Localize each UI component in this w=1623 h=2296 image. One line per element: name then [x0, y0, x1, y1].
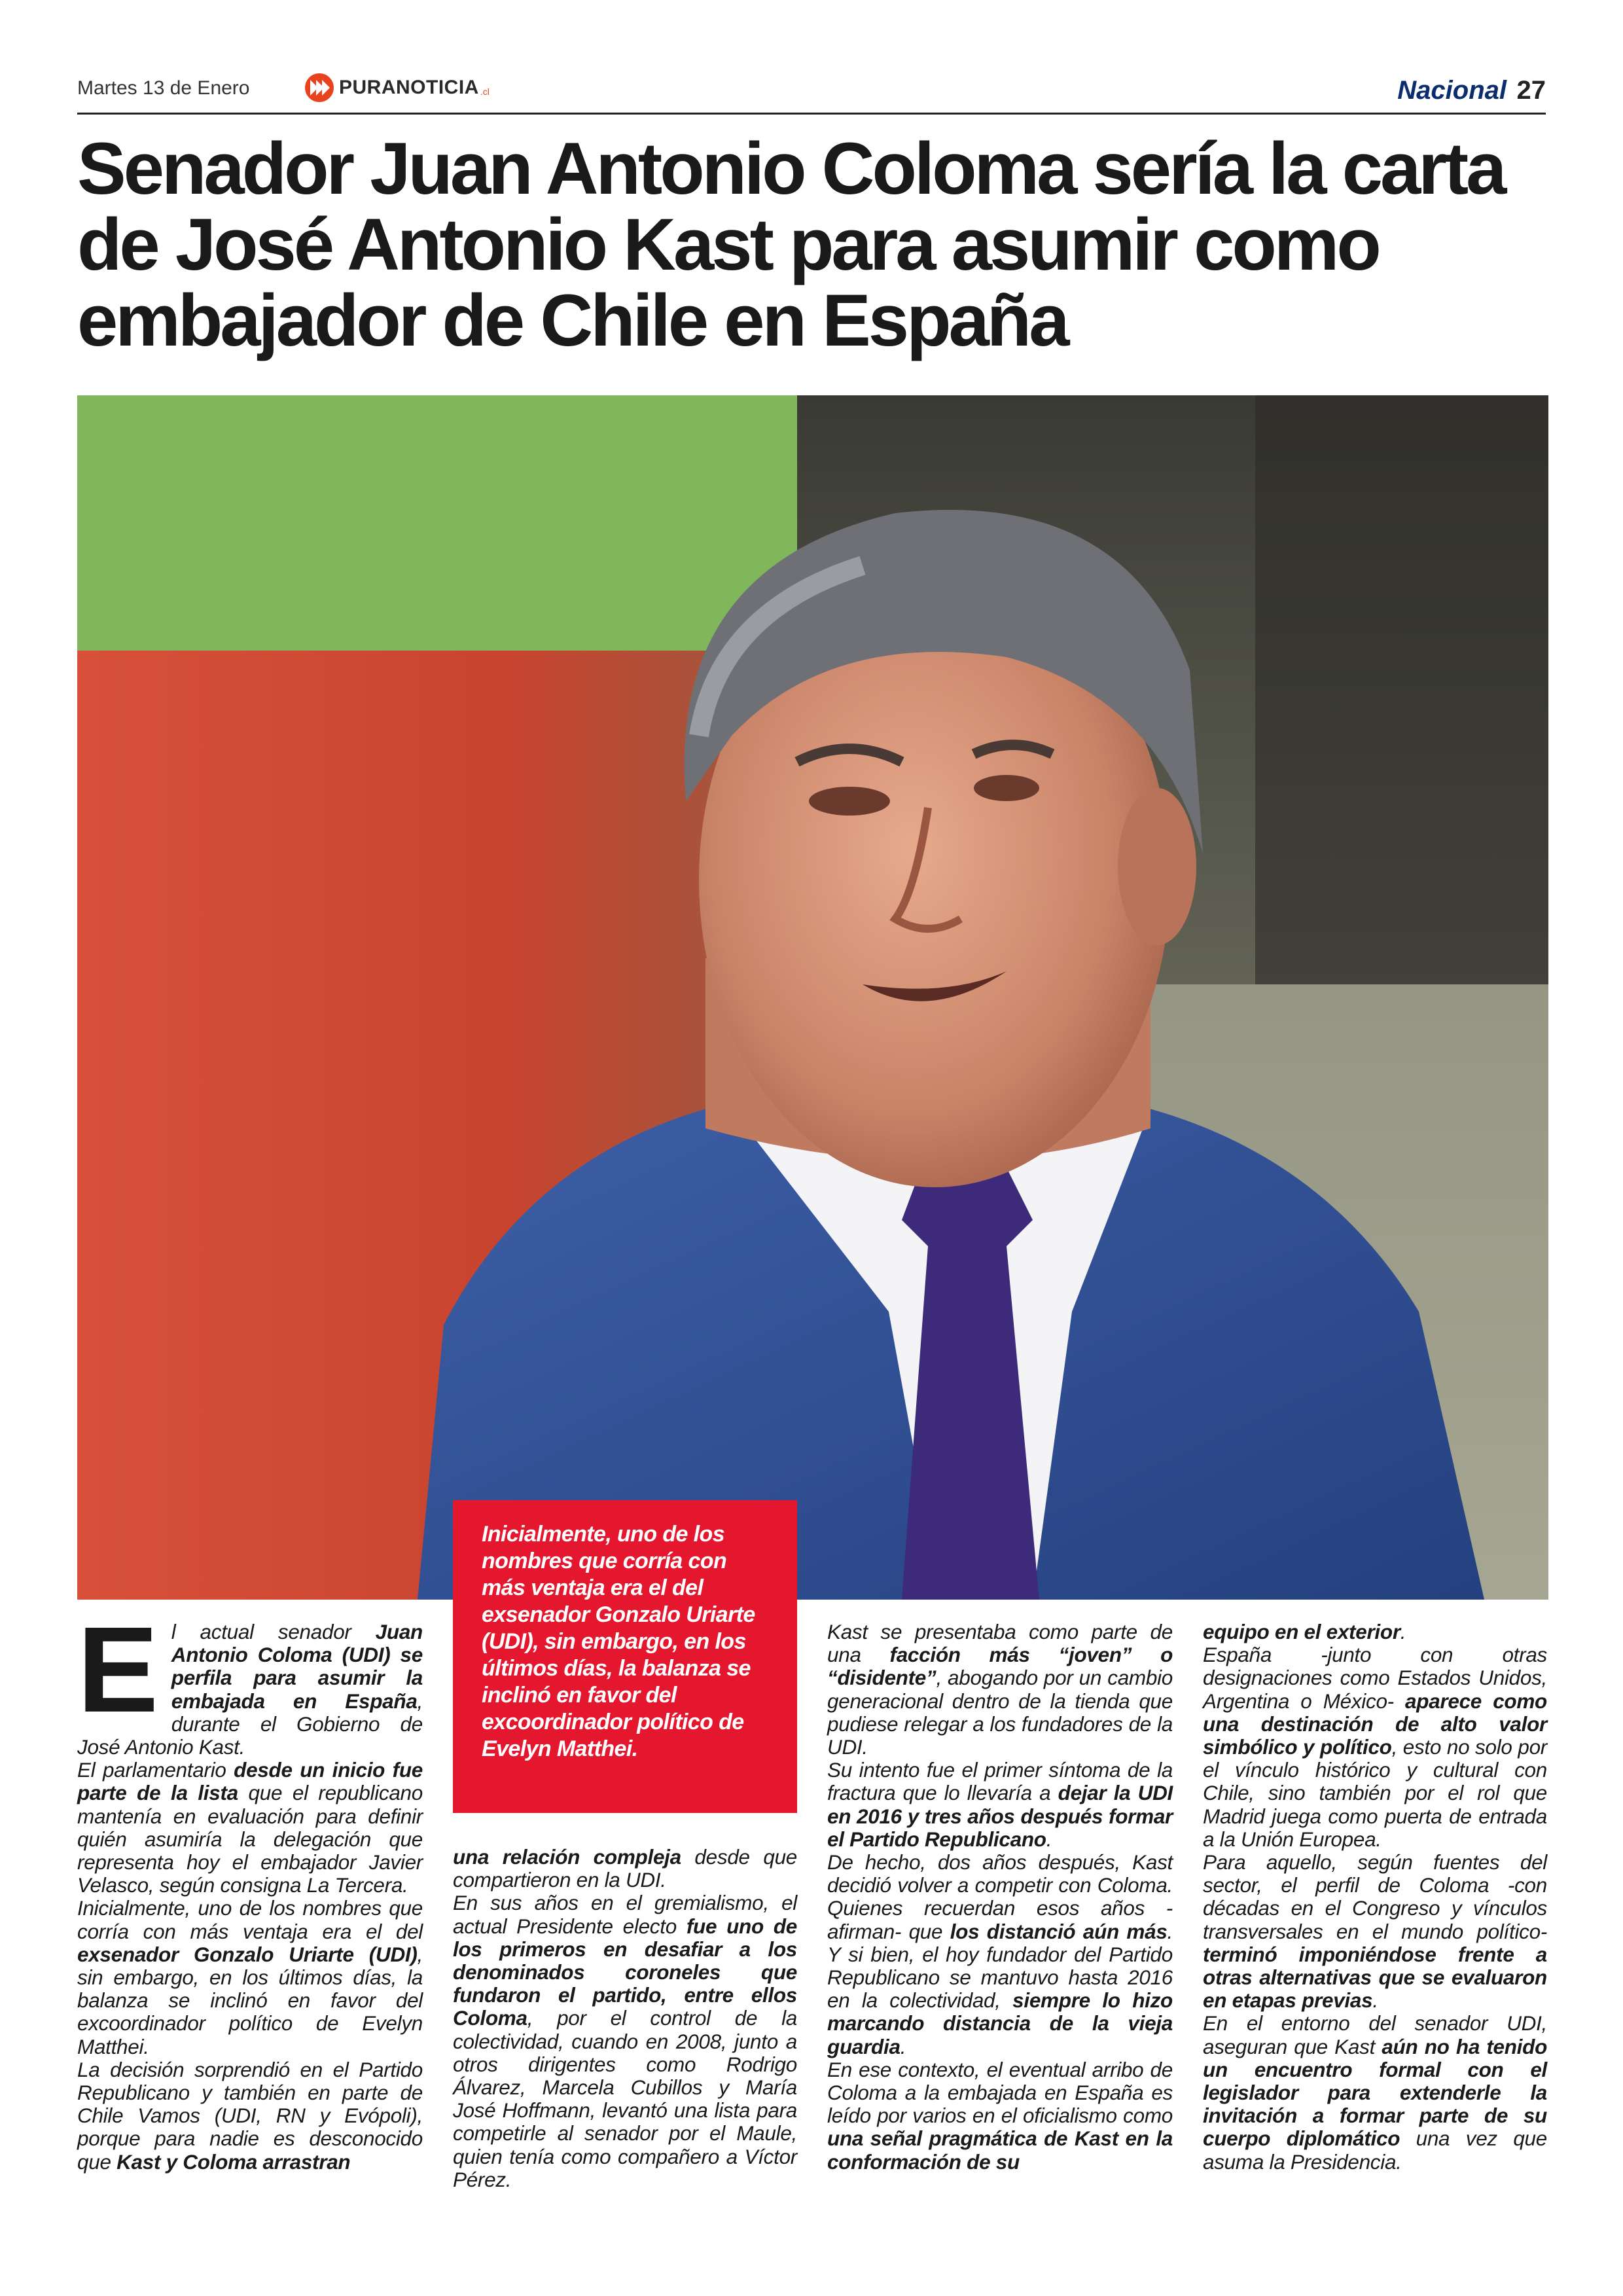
article-paragraph	[1203, 1621, 1547, 1643]
issue-date: Martes 13 de Enero	[77, 77, 250, 99]
portrait-illustration	[77, 395, 1548, 1600]
bold-run: Juan Antonio Coloma (UDI) se perfila para asumir la embajada en España	[171, 1620, 423, 1713]
logo-arrows-icon	[305, 73, 334, 102]
article-column-2	[453, 1846, 797, 2191]
text-run: una vez que asuma la Presidencia.	[1203, 2126, 1547, 2174]
column-body	[827, 1621, 1173, 2174]
text-run: , por el control de la colectividad, cuando en 2008, junto a otros dirigentes como Rodrigo Álvarez, Marcela Cubillos y María José Hoffmann, levantó una lista para competirle al senador por el Maule, quien tenía como compañero a Víctor Pérez.	[453, 2006, 797, 2191]
pull-quote-text: Inicialmente, uno de los nombres que corría con más ventaja era el del exsenador Gonzalo Uriarte (UDI), sin embargo, en los últimos días, la balanza se inclinó en favor del excoordinador político de Evelyn Matthei.	[482, 1522, 755, 1761]
text-run: . Y si bien, el hoy fundador del Partido Republicano se mantuvo hasta 2016 en la colectividad,	[827, 1919, 1173, 2013]
bold-run: siempre lo hizo marcando distancia de la vieja guardia	[827, 1988, 1173, 2058]
article-paragraph	[77, 1897, 423, 2058]
bold-run: fue uno de los primeros en desafiar a los denominados coroneles que fundaron el partido, entre ellos Coloma	[453, 1914, 797, 2030]
text-run: De hecho, dos años después, Kast decidió volver a competir con Coloma. Quienes recuerdan esos años -afirman- que	[827, 1850, 1173, 1943]
puranoticia-logo	[305, 73, 490, 102]
bold-run: los distanció aún más	[950, 1919, 1168, 1943]
page-number: 27	[1516, 76, 1546, 105]
article-column-3	[827, 1621, 1173, 2174]
article-column-1	[77, 1602, 423, 2174]
section-name: Nacional	[1397, 76, 1507, 105]
article-paragraph	[453, 1846, 797, 1892]
bold-run: una relación compleja	[453, 1845, 681, 1869]
text-run: .	[1372, 1988, 1378, 2013]
bold-run: Kast y Coloma arrastran	[116, 2149, 351, 2174]
article-paragraph	[453, 1892, 797, 2191]
article-paragraph	[1203, 1643, 1547, 1851]
text-run: Kast se presentaba como parte de una	[827, 1620, 1173, 1667]
bold-run: aparece como una destinación de alto valor simbólico y político	[1203, 1689, 1547, 1759]
bold-run: una señal pragmática de Kast en la conformación de su	[827, 2126, 1173, 2174]
bold-run: facción más “joven” o “disidente”	[827, 1643, 1173, 1690]
text-run: , abogando por un cambio generacional dentro de la tienda que pudiese relegar a los fundadores de la UDI.	[827, 1666, 1173, 1759]
text-run: Su intento fue el primer síntoma de la fractura que lo llevaría a	[827, 1758, 1173, 1805]
text-run: desde que compartieron en la UDI.	[453, 1845, 798, 1892]
text-run: El parlamentario	[77, 1758, 234, 1782]
text-run: España -junto con otras designaciones como Estados Unidos, Argentina o México-	[1203, 1643, 1547, 1713]
text-run: En el entorno del senador UDI, aseguran que Kast	[1203, 2011, 1547, 2058]
article-paragraph	[77, 1759, 423, 1897]
article-paragraph	[827, 1759, 1173, 1851]
headline: Senador Juan Antonio Coloma sería la carta de José Antonio Kast para asumir como embajador de Chile en España	[77, 128, 1505, 361]
logo-text: PURANOTICIA	[339, 77, 479, 98]
text-run: Inicialmente, uno de los nombres que corría con más ventaja era el del	[77, 1896, 423, 1943]
text-run: que el republicano mantenía en evaluación para definir quién asumiría la delegación que representa hoy el embajador Javier Velasco, según consigna La Tercera.	[77, 1781, 423, 1897]
bold-run: desde un inicio fue parte de la lista	[77, 1758, 423, 1805]
bold-run: aún no ha tenido un encuentro formal con el legislador para extenderle la invitación a formar parte de su cuerpo diplomático	[1203, 2034, 1548, 2151]
drop-cap: E	[77, 1602, 158, 1738]
article-paragraph	[827, 2058, 1173, 2174]
text-run: .	[900, 2034, 906, 2058]
pull-quote-box	[453, 1500, 797, 1813]
bold-run: equipo en el exterior	[1203, 1620, 1400, 1643]
text-run: , esto no solo por el vínculo histórico y cultural con Chile, sino también por el rol que Madrid juega como puerta de entrada a la Unión Europea.	[1203, 1735, 1547, 1851]
bold-run: dejar la UDI en 2016 y tres años después formar el Partido Republicano	[827, 1781, 1173, 1851]
text-run: .	[1400, 1620, 1406, 1643]
article-paragraph	[827, 1621, 1173, 1759]
header-divider	[77, 113, 1546, 115]
text-run: l actual senador	[171, 1620, 376, 1643]
text-run: La decisión sorprendió en el Partido Republicano y también en parte de Chile Vamos (UDI, RN y Evópoli), porque para nadie es desconocido que	[77, 2057, 423, 2174]
text-run: En ese contexto, el eventual arribo de Coloma a la embajada en España es leído por varios en el oficialismo como	[827, 2057, 1173, 2128]
text-run: En sus años en el gremialismo, el actual Presidente electo	[453, 1891, 797, 1938]
text-run: .	[1046, 1827, 1052, 1851]
column-body	[453, 1846, 797, 2191]
article-photo	[77, 395, 1548, 1600]
text-run: Para aquello, según fuentes del sector, el perfil de Coloma -con décadas en el Congreso y vínculos transversales en el mundo político-	[1203, 1850, 1547, 1943]
article-paragraph	[827, 1851, 1173, 2058]
logo-tld: .cl	[480, 86, 490, 97]
text-run: , sin embargo, en los últimos días, la balanza se inclinó en favor del excoordinador político de Evelyn Matthei.	[77, 1942, 423, 2058]
article-column-4	[1203, 1621, 1547, 2174]
article-paragraph	[1203, 2012, 1547, 2173]
article-paragraph	[1203, 1851, 1547, 2012]
column-body	[1203, 1621, 1547, 2174]
text-run: , durante el Gobierno de José Antonio Kast.	[77, 1689, 423, 1759]
article-paragraph	[77, 2058, 423, 2174]
bold-run: terminó imponiéndose frente a otras alternativas que se evaluaron en etapas previas	[1203, 1942, 1547, 2013]
bold-run: exsenador Gonzalo Uriarte (UDI)	[77, 1942, 418, 1966]
